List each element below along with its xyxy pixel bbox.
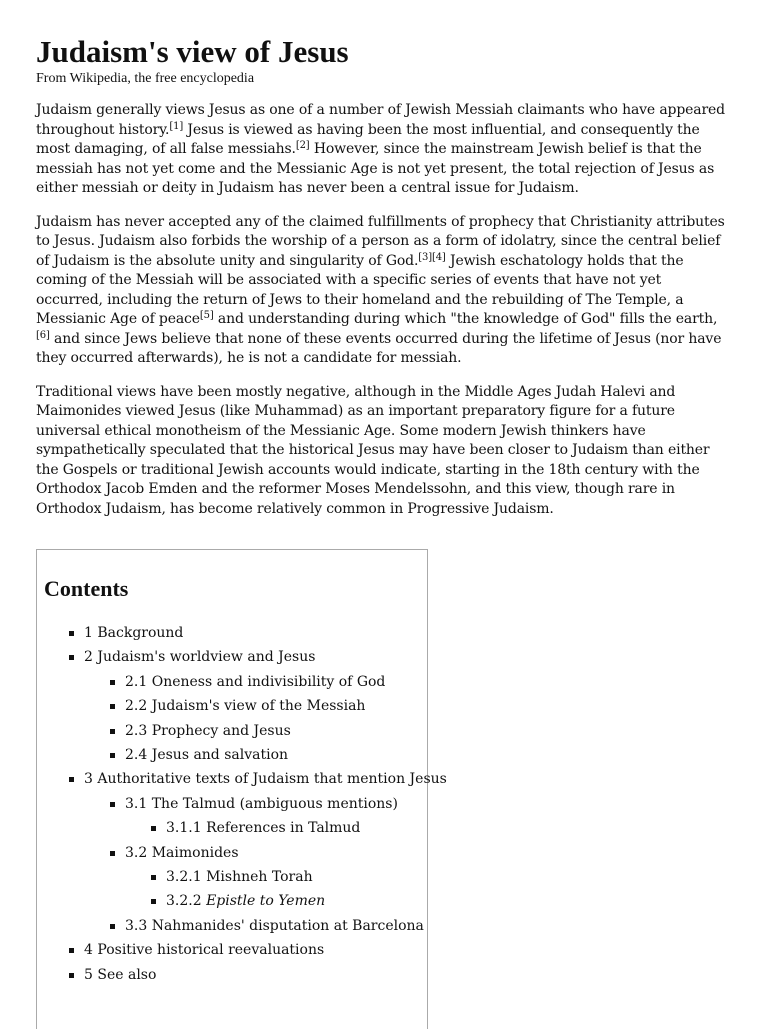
toc-item[interactable] [125, 746, 288, 764]
toc-heading: Contents [44, 576, 129, 601]
toc-item-label: 2.1 Oneness and indivisibility of God [125, 673, 386, 690]
article [36, 34, 726, 519]
toc-item[interactable] [166, 892, 325, 910]
toc-item-label: 1 Background [84, 625, 184, 641]
toc-item[interactable] [125, 697, 365, 715]
toc-item[interactable] [125, 722, 291, 740]
toc-item-label: 4 Positive historical reevaluations [84, 942, 325, 959]
toc-item[interactable] [125, 844, 239, 862]
toc-item[interactable] [166, 819, 360, 837]
reference-link[interactable]: [2] [295, 140, 310, 151]
toc-item-label: 3.1.1 References in Talmud [166, 820, 361, 837]
intro-paragraph-1: Judaism generally views Jesus as one of a number of Jewish Messiah claimants who have appeared throughout history.[1] Jesus is viewed as having been the most influential, and consequently the most damaging, of all false messiahs.[2] However, since the mainstream Jewish belief is that the messiah has not yet come and the Messianic Age is not yet present, the total rejection of Jesus as either messiah or deity in Judaism has never been a central issue for Judaism. [36, 102, 725, 196]
toc-item-label-italic: Epistle to Yemen [206, 893, 326, 910]
toc-item[interactable] [125, 917, 424, 935]
toc-item-label: 3.2.1 Mishneh Torah [166, 869, 313, 885]
reference-link[interactable]: [5] [199, 310, 214, 321]
intro-paragraph-3: Traditional views have been mostly negative, although in the Middle Ages Judah Halevi and Maimonides viewed Jesus (like Muhammad) as an important preparatory figure for a future universal ethical monotheism of the Messianic Age. Some modern Jewish thinkers have sympathetically speculated that the historical Jesus may have been closer to Judaism than either the Gospels or traditional Jewish accounts would indicate, starting in the 18th century with the Orthodox Jacob Emden and the reformer Moses Mendelssohn, and this view, though rare in Orthodox Judaism, has become relatively common in Progressive Judaism. [36, 383, 710, 517]
toc-item-label: 3.2.2 [166, 893, 202, 910]
toc-item-label: 5 See also [84, 966, 157, 983]
toc-item[interactable] [125, 795, 398, 813]
toc-item[interactable] [84, 624, 183, 642]
toc-item-label: 2.2 Judaism's view of the Messiah [125, 698, 366, 715]
toc-item[interactable] [166, 868, 313, 886]
toc-item[interactable] [84, 941, 324, 959]
toc-item[interactable] [84, 648, 315, 666]
site-tagline: From Wikipedia, the free encyclopedia [36, 71, 255, 86]
reference-link[interactable]: [1] [169, 120, 184, 132]
toc-item[interactable] [125, 673, 385, 691]
reference-link[interactable]: [3][4] [418, 251, 446, 263]
page-title: Judaism's view of Jesus [36, 34, 349, 69]
toc-item-label: 2.4 Jesus and salvation [125, 747, 289, 763]
toc-item-label: 3 Authoritative texts of Judaism that mention Jesus [84, 771, 447, 788]
intro-paragraph-2: Judaism has never accepted any of the claimed fulfillments of prophecy that Christianity attributes to Jesus. Judaism also forbids the worship of a person as a form of idolatry, since the central belief of Judaism is the absolute unity and singularity of God.[3][4] Jewish eschatology holds that the coming of the Messiah will be associated with a specific series of events that have not yet occurred, including the return of Jews to their homeland and the rebuilding of The Temple, a Messianic Age of peace[5] and understanding during which "the knowledge of God" fills the earth,[6] and since Jews believe that none of these events occurred during the lifetime of Jesus (nor have they occurred afterwards), he is not a candidate for messiah. [36, 213, 725, 366]
toc-item-label: 3.2 Maimonides [125, 844, 239, 861]
reference-link[interactable]: [6] [36, 329, 50, 341]
table-of-contents [36, 549, 447, 1029]
toc-item[interactable] [84, 770, 447, 788]
toc-item-label: 2 Judaism's worldview and Jesus [84, 649, 316, 666]
toc-item-label: 3.1 The Talmud (ambiguous mentions) [125, 795, 398, 812]
toc-item-label: 2.3 Prophecy and Jesus [125, 722, 291, 739]
toc-item[interactable] [84, 966, 156, 984]
toc-item-label: 3.3 Nahmanides' disputation at Barcelona [125, 917, 424, 934]
